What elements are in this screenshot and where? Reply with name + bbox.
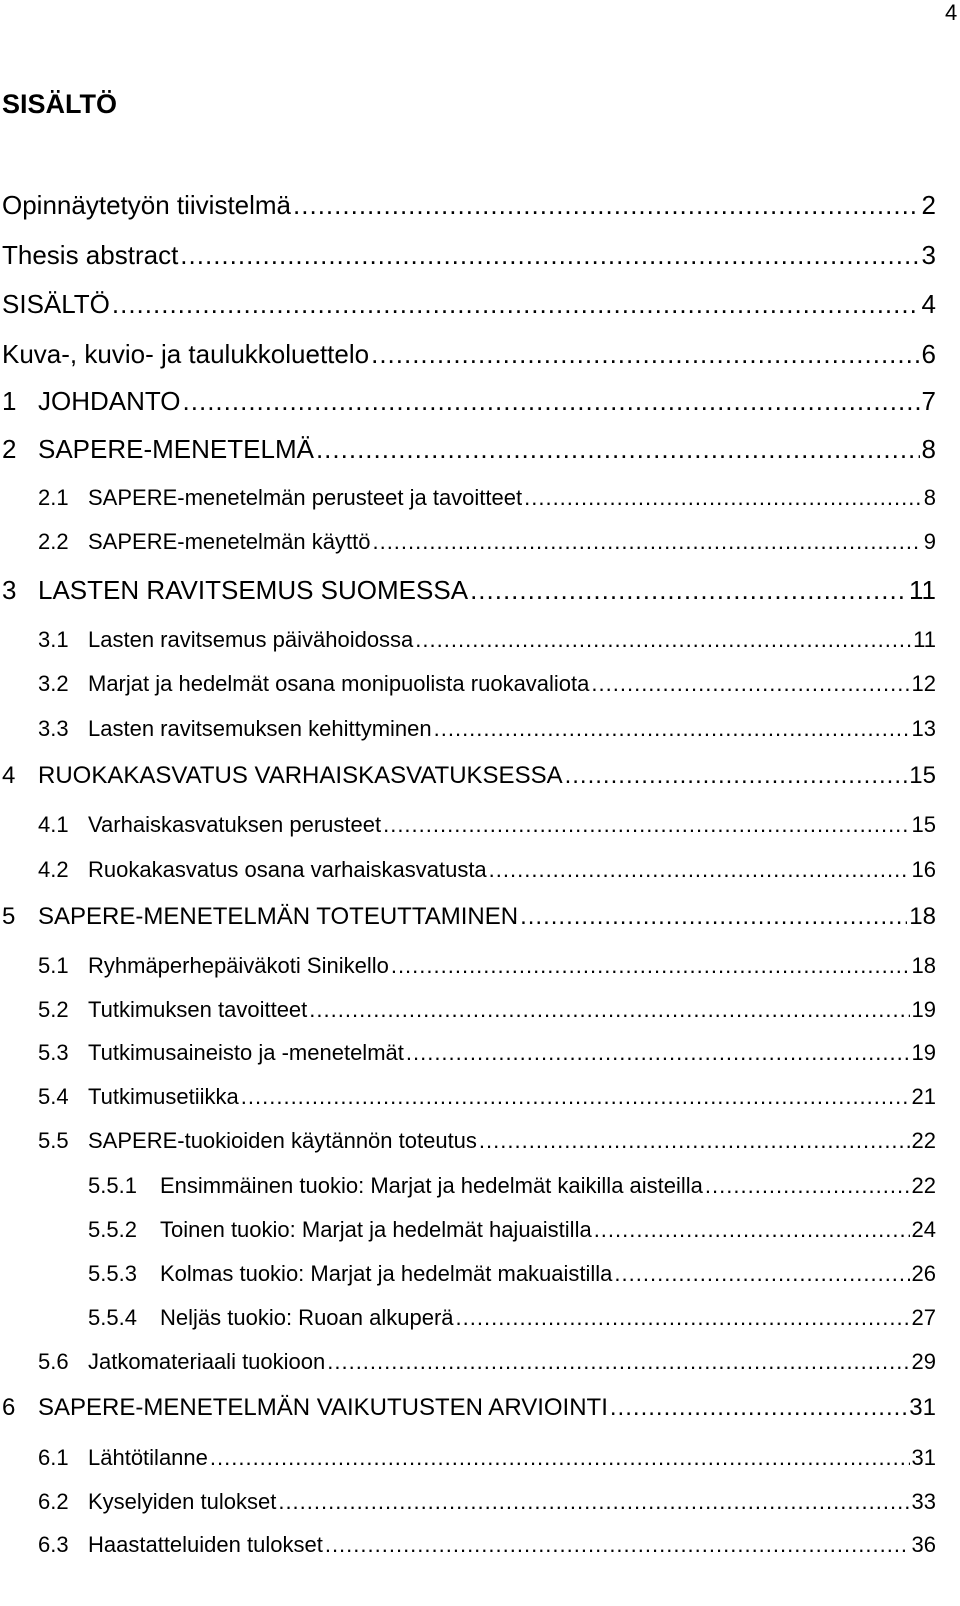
toc-entry-title: LASTEN RAVITSEMUS SUOMESSA	[38, 575, 469, 605]
toc-entry-title: Tutkimusaineisto ja -menetelmät	[88, 1040, 404, 1065]
toc-leader	[524, 485, 922, 511]
toc-entry-title: Haastatteluiden tulokset	[88, 1532, 323, 1557]
toc-leader	[456, 1305, 910, 1331]
toc-entry-page: 31	[911, 1445, 936, 1470]
toc-entry[interactable]	[2, 386, 936, 417]
toc-leader	[210, 1445, 910, 1471]
toc-entry[interactable]	[2, 289, 936, 320]
toc-leader	[434, 716, 910, 742]
toc-entry-page: 3	[921, 240, 936, 270]
toc-entry-number: 6.1	[38, 1445, 69, 1470]
toc-entry[interactable]	[38, 857, 936, 883]
toc-entry-title: Kyselyiden tulokset	[88, 1489, 277, 1514]
toc-leader	[241, 1084, 910, 1110]
toc-entry-number: 5.5.1	[88, 1173, 137, 1198]
toc-leader	[112, 289, 920, 320]
toc-entry-title: Jatkomateriaali tuokioon	[88, 1349, 326, 1374]
toc-entry[interactable]	[38, 485, 936, 511]
toc-leader	[183, 386, 920, 417]
toc-entry[interactable]	[38, 671, 936, 697]
toc-entry-number: 3	[2, 575, 17, 605]
toc-entry-title: Ensimmäinen tuokio: Marjat ja hedelmät kaikilla aisteilla	[160, 1173, 703, 1198]
toc-entry-title: Ruokakasvatus osana varhaiskasvatusta	[88, 857, 487, 882]
toc-leader	[705, 1173, 910, 1199]
toc-entry-page: 8	[921, 434, 936, 464]
toc-leader	[293, 190, 920, 221]
toc-entry-title: Tutkimusetiikka	[88, 1084, 239, 1109]
toc-entry[interactable]	[38, 716, 936, 742]
page-number: 4	[945, 0, 958, 25]
toc-entry[interactable]	[38, 1128, 936, 1154]
toc-entry-page: 19	[911, 997, 936, 1022]
toc-entry-title: Kuva-, kuvio- ja taulukkoluettelo	[2, 339, 370, 369]
toc-entry-title: SAPERE-menetelmän perusteet ja tavoitteet	[88, 485, 523, 510]
toc-entry-title: Kolmas tuokio: Marjat ja hedelmät makuaistilla	[160, 1261, 613, 1286]
toc-leader	[610, 1394, 907, 1422]
toc-entry-page: 18	[911, 953, 936, 978]
toc-leader	[316, 434, 920, 465]
toc-entry[interactable]	[2, 190, 936, 221]
toc-entry-number: 3.3	[38, 716, 69, 741]
toc-entry[interactable]	[2, 434, 936, 465]
toc-entry-page: 15	[911, 812, 936, 837]
toc-entry[interactable]	[38, 1532, 936, 1558]
toc-entry[interactable]	[38, 1040, 936, 1066]
toc-entry-number: 5.5.2	[88, 1217, 137, 1242]
toc-leader	[591, 671, 909, 697]
toc-entry-page: 7	[921, 386, 936, 416]
toc-entry-number: 5.5	[38, 1128, 69, 1153]
toc-entry-page: 36	[911, 1532, 936, 1557]
toc-entry[interactable]	[38, 1349, 936, 1375]
toc-entry-number: 1	[2, 386, 17, 416]
toc-entry-title: SAPERE-MENETELMÄN VAIKUTUSTEN ARVIOINTI	[38, 1394, 608, 1421]
toc-entry-number: 6.2	[38, 1489, 69, 1514]
toc-leader	[415, 627, 911, 653]
toc-entry-number: 4	[2, 762, 16, 789]
toc-entry[interactable]	[2, 762, 936, 790]
toc-entry-number: 3.1	[38, 627, 69, 652]
toc-entry-number: 6	[2, 1394, 16, 1421]
toc-entry-page: 26	[911, 1261, 936, 1286]
toc-entry[interactable]	[2, 1394, 936, 1422]
toc-leader	[520, 903, 907, 931]
toc-entry-page: 11	[909, 575, 936, 605]
toc-entry-page: 22	[911, 1173, 936, 1198]
toc-entry-number: 2	[2, 434, 17, 464]
toc-heading: SISÄLTÖ	[2, 89, 118, 119]
toc-entry-number: 5.4	[38, 1084, 69, 1109]
toc-leader	[391, 953, 910, 979]
toc-entry-number: 5.3	[38, 1040, 69, 1065]
toc-entry-number: 5.5.3	[88, 1261, 137, 1286]
toc-entry[interactable]	[38, 1445, 936, 1471]
toc-entry-number: 6.3	[38, 1532, 69, 1557]
toc-entry-number: 5	[2, 903, 16, 930]
toc-leader	[383, 812, 909, 838]
toc-leader	[479, 1128, 910, 1154]
toc-leader	[470, 575, 907, 606]
toc-entry[interactable]	[38, 1489, 936, 1515]
toc-entry-title: Toinen tuokio: Marjat ja hedelmät hajuaistilla	[160, 1217, 592, 1242]
toc-entry[interactable]	[2, 903, 936, 931]
toc-entry-title: Lähtötilanne	[88, 1445, 208, 1470]
toc-entry[interactable]	[38, 953, 936, 979]
toc-entry[interactable]	[38, 529, 936, 555]
toc-entry-title: SAPERE-tuokioiden käytännön toteutus	[88, 1128, 477, 1153]
toc-entry-title: RUOKAKASVATUS VARHAISKASVATUKSESSA	[38, 762, 563, 789]
toc-entry[interactable]	[38, 627, 936, 653]
toc-entry-page: 31	[909, 1394, 936, 1421]
toc-entry-title: SAPERE-menetelmän käyttö	[88, 529, 371, 554]
toc-entry[interactable]	[38, 812, 936, 838]
toc-entry-number: 2.1	[38, 485, 69, 510]
toc-leader	[327, 1349, 909, 1375]
toc-entry-title: SAPERE-MENETELMÄ	[38, 434, 314, 464]
toc-entry-page: 4	[921, 289, 936, 319]
toc-entry-page: 9	[923, 529, 936, 554]
toc-entry-title: SISÄLTÖ	[2, 289, 110, 319]
toc-entry-title: Opinnäytetyön tiivistelmä	[2, 190, 292, 220]
toc-entry-title: Neljäs tuokio: Ruoan alkuperä	[160, 1305, 454, 1330]
toc-entry-title: JOHDANTO	[38, 386, 181, 416]
toc-entry[interactable]	[88, 1217, 936, 1243]
toc-entry[interactable]	[88, 1261, 936, 1287]
toc-entry-title: Tutkimuksen tavoitteet	[88, 997, 308, 1022]
toc-entry-number: 4.2	[38, 857, 69, 882]
toc-entry-number: 5.2	[38, 997, 69, 1022]
toc-entry-page: 22	[911, 1128, 936, 1153]
toc-leader	[372, 529, 921, 555]
toc-leader	[594, 1217, 910, 1243]
toc-leader	[371, 339, 919, 370]
toc-leader	[180, 240, 919, 271]
toc-entry-page: 2	[921, 190, 936, 220]
toc-entry-title: SAPERE-MENETELMÄN TOTEUTTAMINEN	[38, 903, 519, 930]
toc-entry[interactable]	[88, 1305, 936, 1331]
toc-entry-title: Ryhmäperhepäiväkoti Sinikello	[88, 953, 389, 978]
toc-leader	[489, 857, 910, 883]
toc-entry-page: 8	[923, 485, 936, 510]
toc-entry[interactable]	[38, 1084, 936, 1110]
toc-entry-number: 2.2	[38, 529, 69, 554]
toc-entry[interactable]	[88, 1173, 936, 1199]
toc-entry-page: 6	[921, 339, 936, 369]
toc-entry-page: 15	[909, 762, 936, 789]
toc-entry-title: Varhaiskasvatuksen perusteet	[88, 812, 382, 837]
toc-entry[interactable]	[38, 997, 936, 1023]
toc-entry-number: 3.2	[38, 671, 69, 696]
toc-entry-page: 11	[913, 627, 936, 652]
toc-entry-number: 4.1	[38, 812, 69, 837]
toc-entry-number: 5.6	[38, 1349, 69, 1374]
toc-entry-title: Lasten ravitsemus päivähoidossa	[88, 627, 414, 652]
toc-entry-page: 12	[911, 671, 936, 696]
toc-leader	[325, 1532, 910, 1558]
toc-entry[interactable]	[2, 339, 936, 370]
toc-entry-title: Marjat ja hedelmät osana monipuolista ruokavaliota	[88, 671, 590, 696]
toc-entry-page: 21	[911, 1084, 936, 1109]
toc-leader	[406, 1040, 910, 1066]
toc-entry-title: Thesis abstract	[2, 240, 179, 270]
toc-entry-page: 18	[909, 903, 936, 930]
toc-leader	[614, 1261, 909, 1287]
toc-leader	[565, 762, 908, 790]
toc-entry-page: 29	[911, 1349, 936, 1374]
toc-entry-page: 27	[911, 1305, 936, 1330]
toc-entry-title: Lasten ravitsemuksen kehittyminen	[88, 716, 432, 741]
toc-entry-number: 5.1	[38, 953, 69, 978]
toc-leader	[278, 1489, 909, 1515]
toc-entry-page: 33	[911, 1489, 936, 1514]
toc-entry[interactable]	[2, 240, 936, 271]
toc-entry[interactable]	[2, 575, 936, 606]
toc-entry-page: 13	[911, 716, 936, 741]
toc-entry-page: 19	[911, 1040, 936, 1065]
toc-entry-page: 16	[911, 857, 936, 882]
toc-entry-page: 24	[911, 1217, 936, 1242]
toc-leader	[309, 997, 909, 1023]
toc-entry-number: 5.5.4	[88, 1305, 137, 1330]
